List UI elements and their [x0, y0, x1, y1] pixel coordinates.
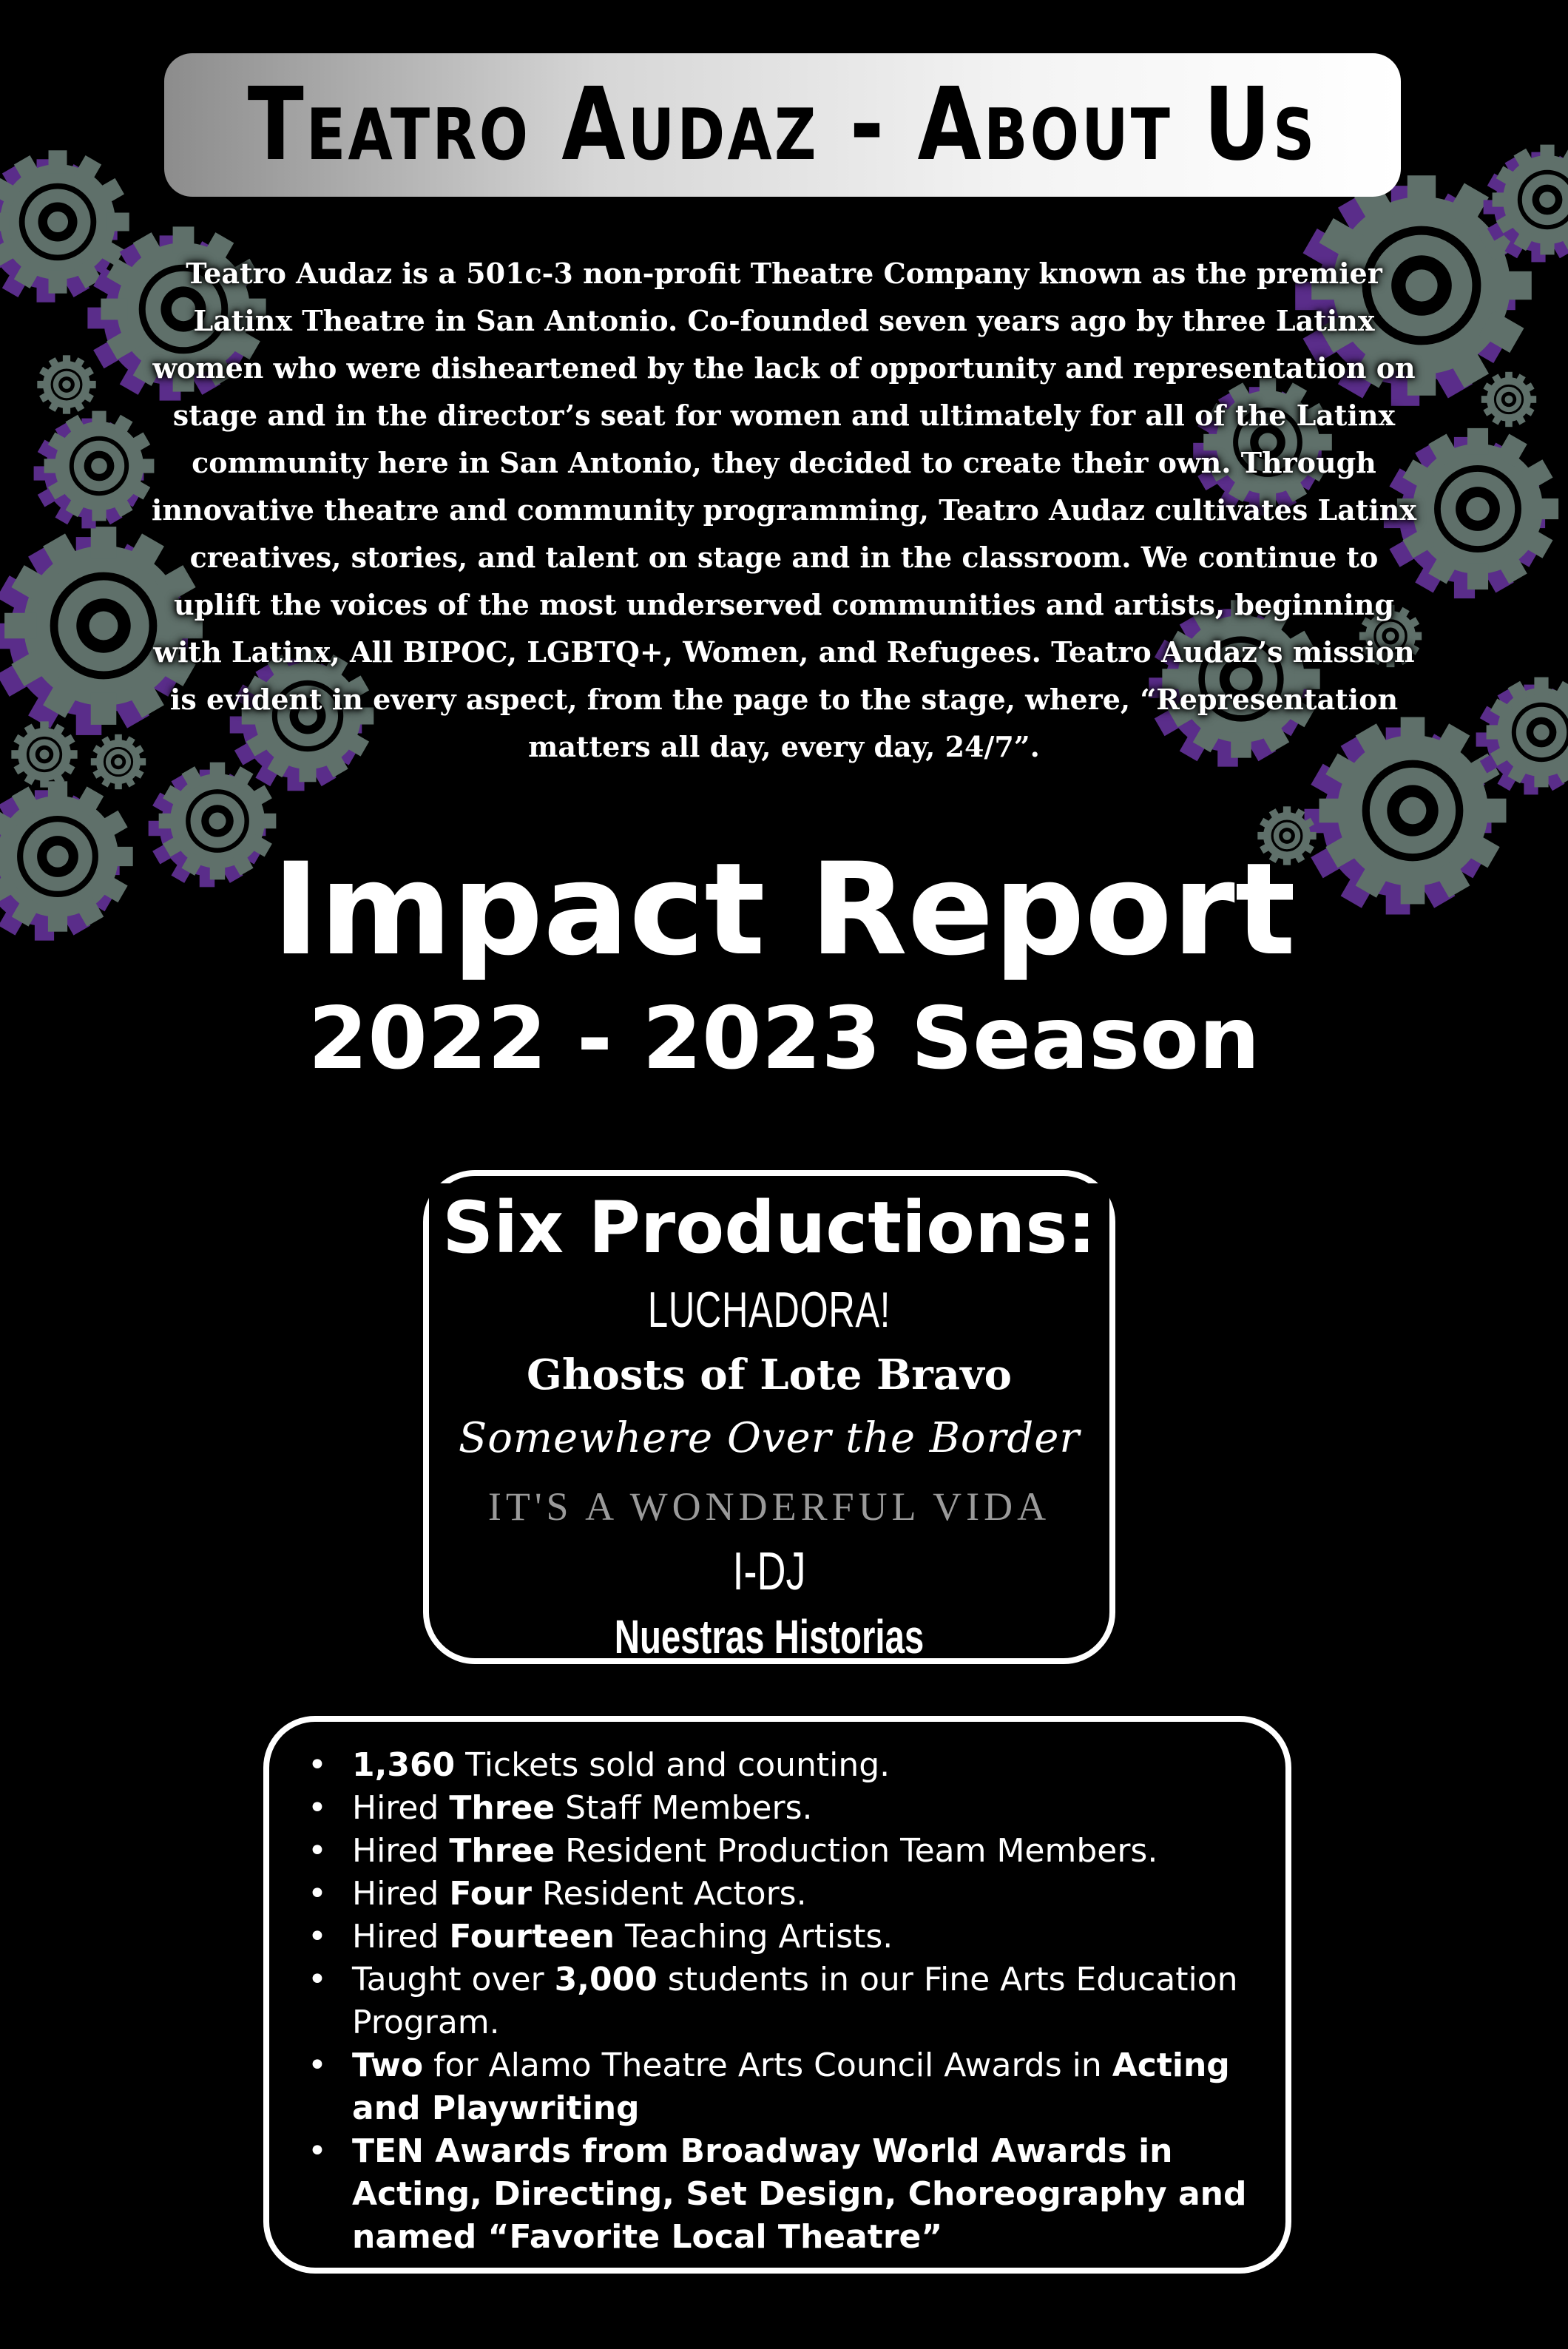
impact-report-title: Impact Report — [272, 835, 1296, 984]
stat-item — [352, 1958, 1256, 2044]
stats-box — [263, 1716, 1291, 2274]
stat-bold: Acting and Playwriting — [352, 2046, 1230, 2127]
stat-item — [352, 2130, 1256, 2259]
production-item: Nuestras Historias — [614, 1610, 925, 1663]
page-title: Teatro Audaz - About Us — [248, 67, 1317, 183]
stat-item — [352, 1830, 1256, 1873]
stat-text: Hired — [352, 1789, 450, 1827]
stat-item — [352, 1916, 1256, 1958]
stat-text: Resident Production Team Members. — [555, 1832, 1158, 1870]
productions-heading: Six Productions: — [429, 1183, 1109, 1272]
stat-text: Teaching Artists. — [615, 1918, 893, 1956]
stat-bold: Three — [449, 1789, 555, 1827]
productions-box — [423, 1170, 1115, 1664]
stat-text: Hired — [352, 1832, 450, 1870]
stat-text: Staff Members. — [555, 1789, 813, 1827]
stat-bold: Four — [449, 1875, 532, 1913]
stat-bold: 1,360 — [352, 1746, 456, 1784]
production-item: LUCHADORA! — [647, 1282, 891, 1338]
stat-item — [352, 2044, 1256, 2130]
production-item: IT'S A WONDERFUL VIDA — [487, 1484, 1051, 1529]
stats-list — [269, 1744, 1285, 2259]
stat-text: Resident Actors. — [531, 1875, 807, 1913]
stat-bold: TEN Awards from Broadway World Awards in Acting, Directing, Set Design, Choreography and named “Favorite Local Theatre” — [352, 2132, 1247, 2256]
stat-text: Hired — [352, 1918, 450, 1956]
stat-item — [352, 1744, 1256, 1787]
about-paragraph: Teatro Audaz is a 501c-3 non-profit Theatre Company known as the premier Latinx Theatre in San Antonio. Co-founded seven years ago by three Latinx women who were disheartened by the lack of opportunity and representation on stage and in the director’s seat for women and ultimately for all of the Latinx community here in San Antonio, they decided to create their own. Through innovative theatre and community programming, Teatro Audaz cultivates Latinx creatives, stories, and talent on stage and in the classroom. We continue to uplift the voices of the most underserved communities and artists, beginning with Latinx, All BIPOC, LGBTQ+, Women, and Refugees. Teatro Audaz’s mission is evident in every aspect, from the page to the stage, where, “Representation matters all day, every day, 24/7”. — [151, 257, 1417, 763]
stat-text: students in our Fine Arts Education Program. — [352, 1961, 1238, 2041]
stat-text: Hired — [352, 1875, 450, 1913]
stat-item — [352, 1873, 1256, 1916]
stat-item — [352, 1787, 1256, 1830]
production-item: Somewhere Over the Border — [458, 1414, 1081, 1462]
stat-text: Taught over — [352, 1961, 555, 1998]
production-item: I-DJ — [732, 1542, 806, 1601]
stat-bold: Three — [449, 1832, 555, 1870]
stat-text: Tickets sold and counting. — [455, 1746, 891, 1784]
season-subtitle: 2022 - 2023 Season — [308, 989, 1260, 1089]
stat-bold: Two — [352, 2046, 424, 2084]
production-item: Ghosts of Lote Bravo — [527, 1351, 1012, 1399]
stat-bold: Fourteen — [449, 1918, 615, 1956]
stat-text: for Alamo Theatre Arts Council Awards in — [423, 2046, 1112, 2084]
title-banner — [164, 53, 1401, 197]
stat-bold: 3,000 — [554, 1961, 658, 1998]
